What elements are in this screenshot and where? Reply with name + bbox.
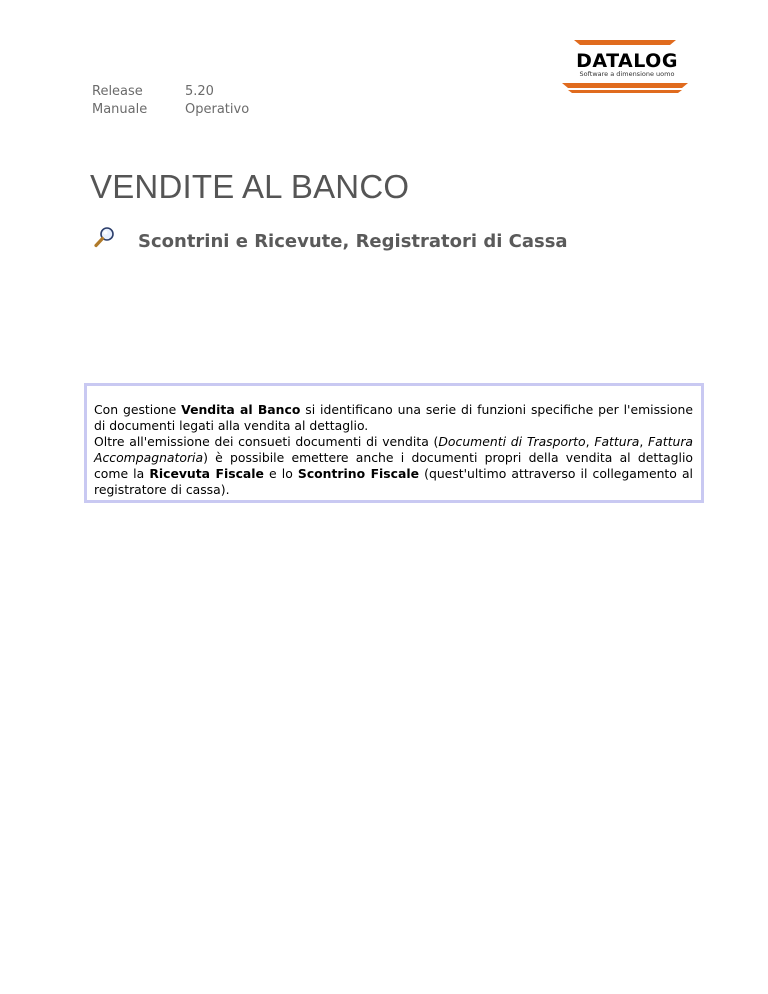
paragraph-details (94, 434, 693, 498)
manual-row (92, 101, 249, 119)
paragraph-intro (94, 402, 693, 434)
bold-term: Scontrino Fiscale (297, 466, 420, 481)
text-span: Oltre all'emissione dei consueti documenti di vendita ( (94, 434, 439, 449)
text-span: (quest'ultimo attraverso il collegamento al registratore di cassa). (94, 466, 693, 497)
page-title: VENDITE AL BANCO (90, 168, 410, 205)
italic-term: Fattura (594, 434, 640, 449)
text-span: ) è possibile emettere anche i documenti propri della vendita al dettaglio come la (94, 450, 693, 481)
text-span: e lo (263, 466, 298, 481)
description-box (84, 383, 704, 503)
datalog-logo (560, 40, 690, 94)
text-span: , (585, 434, 595, 449)
manual-value: Operativo (185, 102, 250, 117)
text-span: , (639, 434, 649, 449)
bold-term: Vendita al Banco (181, 402, 301, 417)
manual-label: Manuale (92, 102, 148, 117)
italic-term: Fattura Accompagnatoria (94, 434, 694, 465)
text-span: Con gestione (94, 402, 182, 417)
logo-wordmark: DATALOG (576, 50, 678, 72)
document-meta (92, 83, 249, 119)
magnifier-icon (94, 226, 116, 248)
release-label: Release (92, 84, 143, 99)
italic-term: Documenti di Trasporto (438, 434, 586, 449)
release-row (92, 83, 249, 101)
release-value: 5.20 (185, 84, 214, 99)
bold-term: Ricevuta Fiscale (149, 466, 264, 481)
text-span: si identificano una serie di funzioni specifiche per l'emissione di documenti legati alla vendita al dettaglio. (94, 402, 693, 433)
section-subtitle: Scontrini e Ricevute, Registratori di Cassa (138, 231, 568, 252)
logo-tagline: Software a dimensione uomo (579, 70, 675, 78)
